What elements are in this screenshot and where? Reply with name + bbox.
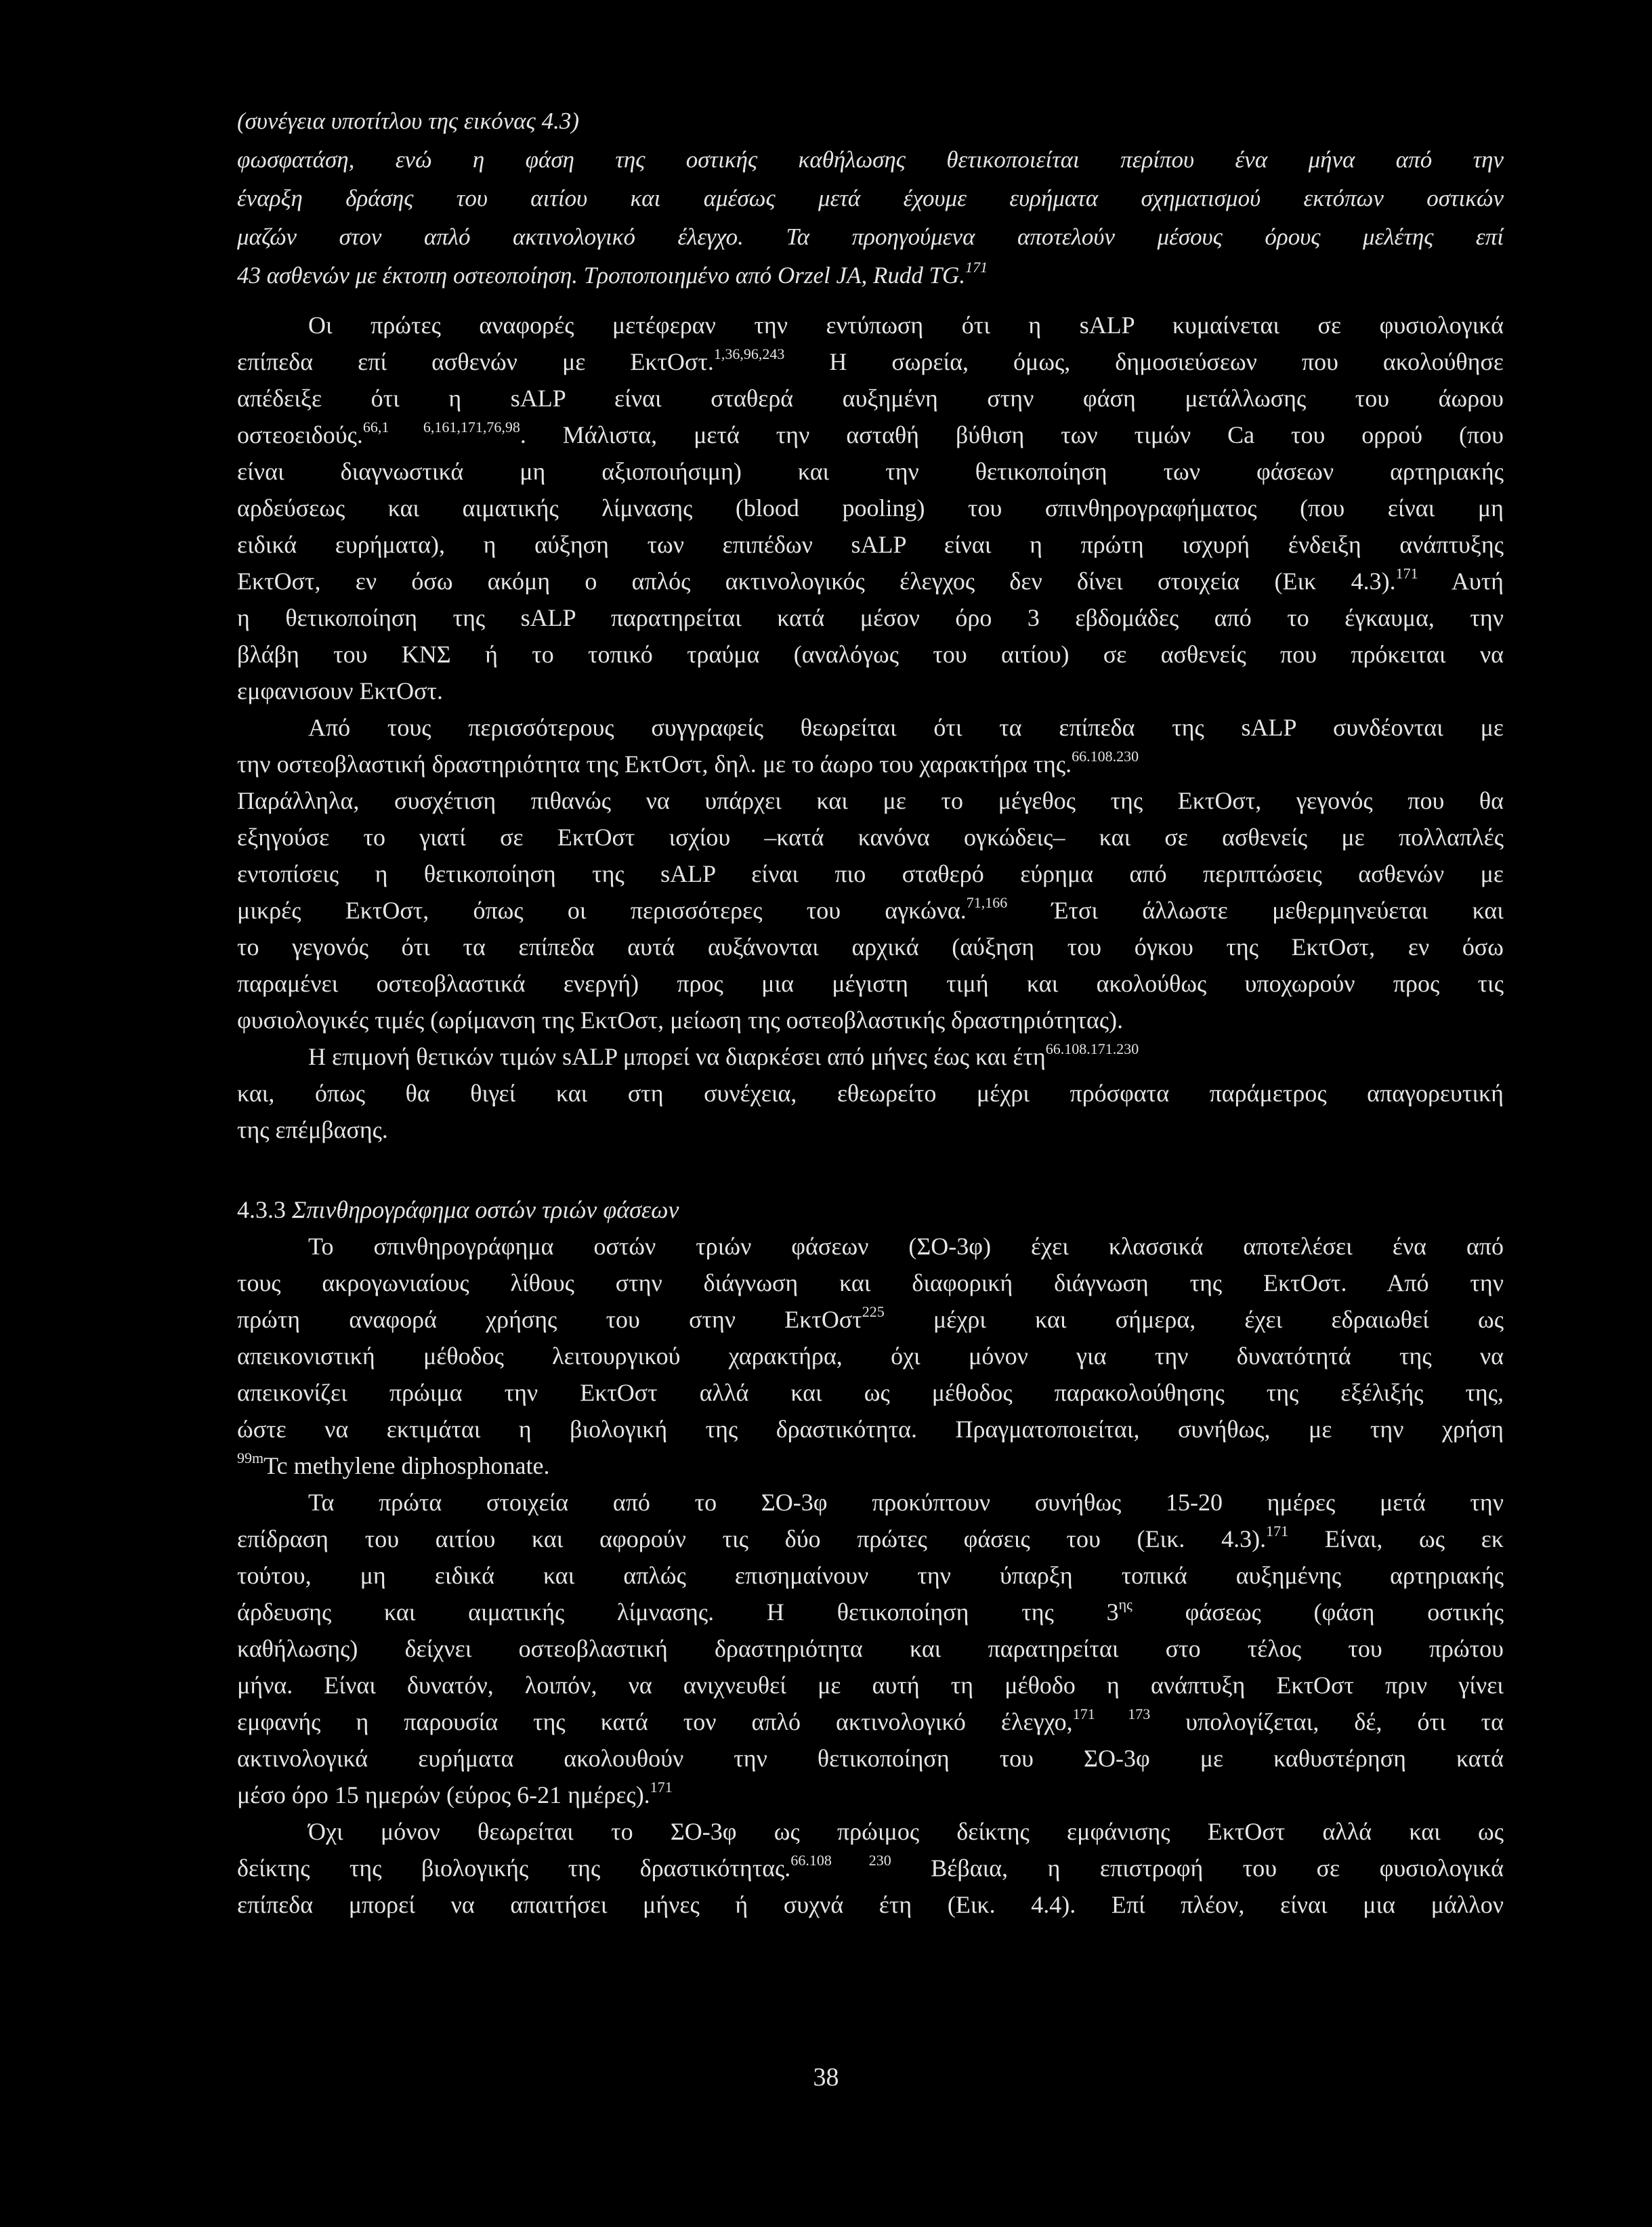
text-span: ΕκτΟστ, εν όσω ακόμη ο απλός ακτινολογικός έλεγχος δεν δίνει στοιχεία (Εικ 4.3). xyxy=(237,568,1396,595)
section-heading xyxy=(237,1191,1504,1228)
text-line: της επέμβασης. xyxy=(237,1116,388,1143)
citation: 171 xyxy=(965,259,988,276)
caption-line: (συνέγεια υποτίτλου της εικόνας 4.3) xyxy=(237,108,580,134)
text-line: Το σπινθηρογράφημα οστών τριών φάσεων (ΣΟ-3φ) έχει κλασσικά αποτελέσει ένα από xyxy=(308,1233,1504,1260)
figure-caption xyxy=(237,102,1504,295)
text-line xyxy=(237,746,1504,782)
text-line xyxy=(237,1703,1504,1740)
paragraph-osteoblastic-activity xyxy=(237,709,1504,1038)
text-line xyxy=(237,563,1504,599)
text-line: Τα πρώτα στοιχεία από το ΣΟ-3φ προκύπτουν συνήθως 15-20 ημέρες μετά την xyxy=(308,1489,1504,1516)
text-line xyxy=(237,1777,1504,1813)
text-span: . Μάλιστα, μετά την ασταθή βύθιση των τιμών Ca του ορρού (που xyxy=(520,421,1504,448)
text-line: αρδεύσεως και αιματικής λίμνασης (blood pooling) του σπινθηρογραφήματος (που είναι μη xyxy=(237,494,1504,522)
spacer xyxy=(237,1148,1504,1191)
text-line: απεικονίζει πρώιμα την ΕκτΟστ αλλά και ως μέθοδος παρακολούθησης της εξέλιξής της, xyxy=(237,1379,1504,1406)
caption-line: μαζών στον απλό ακτινολογικό έλεγχο. Τα προηγούμενα αποτελούν μέσους όρους μελέτης επί xyxy=(237,224,1504,250)
text-line: τους ακρογωνιαίους λίθους στην διάγνωση και διαφορική διάγνωση της ΕκτΟστ. Από την xyxy=(237,1269,1504,1296)
text-line: τούτου, μη ειδικά και απλώς επισημαίνουν την ύπαρξη τοπικά αυξημένης αρτηριακής xyxy=(237,1562,1504,1589)
citation: 171 xyxy=(1395,565,1418,582)
text-span: Η επιμονή θετικών τιμών sALP μπορεί να διαρκέσει από μήνες έως και έτη xyxy=(308,1043,1046,1070)
page-body xyxy=(237,102,1504,1923)
paragraph-persistence xyxy=(237,1038,1504,1148)
text-line: η θετικοποίηση της sALP παρατηρείται κατά μέσον όρο 3 εβδομάδες από το έγκαυμα, την xyxy=(237,604,1504,631)
citation: 225 xyxy=(862,1303,885,1320)
paragraph-bone-scan-intro xyxy=(237,1228,1504,1484)
citation: 171 xyxy=(650,1779,673,1796)
citation: 66.108 230 xyxy=(790,1852,891,1869)
citation: 66,1 6,161,171,76,98 xyxy=(362,419,520,436)
text-span: εμφανής η παρουσία της κατά τον απλό ακτινολογικό έλεγχο, xyxy=(237,1708,1073,1735)
paragraph-biological-activity xyxy=(237,1813,1504,1923)
text-line xyxy=(237,892,1504,929)
paragraph-bone-scan-findings xyxy=(237,1484,1504,1813)
text-span: Η σωρεία, όμως, δημοσιεύσεων που ακολούθησε xyxy=(784,348,1504,375)
citation: 66.108.230 xyxy=(1072,748,1139,765)
text-line: μήνα. Είναι δυνατόν, λοιπόν, να ανιχνευθεί με αυτή τη μέθοδο η ανάπτυξη ΕκτΟστ πριν γίνει xyxy=(237,1672,1504,1699)
text-span: επίπεδα επί ασθενών με ΕκτΟστ. xyxy=(237,348,714,375)
text-line: Από τους περισσότερους συγγραφείς θεωρείται ότι τα επίπεδα της sALP συνδέονται με xyxy=(308,714,1504,741)
text-line: ειδικά ευρήματα), η αύξηση των επιπέδων sALP είναι η πρώτη ισχυρή ένδειξη ανάπτυξης xyxy=(237,531,1504,558)
text-span: μέσο όρο 15 ημερών (εύρος 6-21 ημέρες). xyxy=(237,1781,650,1808)
text-line xyxy=(237,1038,1504,1075)
caption-line xyxy=(237,256,1504,295)
text-line: Όχι μόνον θεωρείται το ΣΟ-3φ ως πρώιμος δείκτης εμφάνισης ΕκτΟστ αλλά και ως xyxy=(308,1818,1504,1845)
text-span: οστεοειδούς. xyxy=(237,421,363,448)
ordinal-superscript: ης xyxy=(1118,1596,1132,1613)
text-line xyxy=(237,343,1504,380)
text-span: επίδραση του αιτίου και αφορούν τις δύο πρώτες φάσεις του (Εικ. 4.3). xyxy=(237,1525,1267,1552)
text-span: Tc methylene diphosphonate. xyxy=(263,1452,550,1479)
text-line: βλάβη του ΚΝΣ ή το τοπικό τραύμα (αναλόγως του αιτίου) σε ασθενείς που πρόκειται να xyxy=(237,641,1504,668)
caption-text: 43 ασθενών με έκτοπη οστεοποίηση. Τροποποιημένο από Orzel JA, Rudd TG. xyxy=(237,262,966,289)
text-line xyxy=(237,417,1504,453)
text-line: Παράλληλα, συσχέτιση πιθανώς να υπάρχει και με το μέγεθος της ΕκτΟστ, γεγονός που θα xyxy=(237,787,1504,814)
citation: 171 173 xyxy=(1072,1705,1151,1722)
text-line: εξηγούσε το γιατί σε ΕκτΟστ ισχίου –κατά κανόνα ογκώδεις– και σε ασθενείς με πολλαπλές xyxy=(237,824,1504,851)
text-line: Οι πρώτες αναφορές μετέφεραν την εντύπωση ότι η sALP κυμαίνεται σε φυσιολογικά xyxy=(308,312,1504,339)
citation: 66.108.171.230 xyxy=(1045,1040,1139,1057)
text-span: Έτσι άλλωστε μεθερμηνεύεται και xyxy=(1007,897,1504,924)
text-span: υπολογίζεται, δέ, ότι τα xyxy=(1150,1708,1504,1735)
citation: 171 xyxy=(1266,1523,1289,1540)
text-span: μικρές ΕκτΟστ, όπως οι περισσότερες του αγκώνα. xyxy=(237,897,967,924)
text-line: απεικονιστική μέθοδος λειτουργικού χαρακτήρα, όχι μόνον για την δυνατότητά της να xyxy=(237,1342,1504,1370)
text-line: εντοπίσεις η θετικοποίηση της sALP είναι πιο σταθερό εύρημα από περιπτώσεις ασθενών με xyxy=(237,860,1504,887)
text-line: και, όπως θα θιγεί και στη συνέχεια, εθεωρείτο μέχρι πρόσφατα παράμετρος απαγορευτική xyxy=(237,1080,1504,1107)
text-span: άρδευσης και αιματικής λίμνασης. Η θετικοποίηση της 3 xyxy=(237,1598,1119,1626)
citation: 1,36,96,243 xyxy=(713,345,785,362)
text-line: απέδειξε ότι η sALP είναι σταθερά αυξημένη στην φάση μετάλλωσης του άωρου xyxy=(237,385,1504,412)
caption-line: έναρξη δράσης του αιτίου και αμέσως μετά έχουμε ευρήματα σχηματισμού εκτόπων οστικών xyxy=(237,185,1504,211)
text-line: εμφανισουν ΕκτΟστ. xyxy=(237,677,443,704)
text-line xyxy=(237,1594,1504,1630)
text-line: είναι διαγνωστικά μη αξιοποιήσιμη) και την θετικοποίηση των φάσεων αρτηριακής xyxy=(237,458,1504,485)
text-span: πρώτη αναφορά χρήσης του στην ΕκτΟστ xyxy=(237,1306,862,1333)
text-line xyxy=(237,1521,1504,1557)
text-line: ακτινολογικά ευρήματα ακολουθούν την θετικοποίηση του ΣΟ-3φ με καθυστέρηση κατά xyxy=(237,1745,1504,1772)
text-line: φυσιολογικές τιμές (ωρίμανση της ΕκτΟστ, μείωση της οστεοβλαστικής δραστηριότητας). xyxy=(237,1006,1124,1034)
text-line: καθήλωσης) δείχνει οστεοβλαστική δραστηριότητα και παρατηρείται στο τέλος του πρώτου xyxy=(237,1635,1504,1662)
text-line: ώστε να εκτιμάται η βιολογική της δραστικότητα. Πραγματοποιείται, συνήθως, με την χρήση xyxy=(237,1416,1504,1443)
page-number: 38 xyxy=(813,2063,839,2092)
text-line: το γεγονός ότι τα επίπεδα αυτά αυξάνονται αρχικά (αύξηση του όγκου της ΕκτΟστ, εν όσω xyxy=(237,933,1504,960)
text-span: μέχρι και σήμερα, έχει εδραιωθεί ως xyxy=(884,1306,1504,1333)
text-line xyxy=(237,1850,1504,1886)
paragraph-salp-levels xyxy=(237,307,1504,709)
text-span: δείκτης της βιολογικής της δραστικότητας. xyxy=(237,1854,791,1882)
text-line: επίπεδα μπορεί να απαιτήσει μήνες ή συχνά έτη (Εικ. 4.4). Επί πλέον, είναι μια μάλλον xyxy=(237,1891,1504,1918)
isotope-superscript: 99m xyxy=(237,1449,264,1466)
text-span: Αυτή xyxy=(1418,568,1504,595)
text-span: την οστεοβλαστική δραστηριότητα της ΕκτΟστ, δηλ. με το άωρο του χαρακτήρα της. xyxy=(237,750,1072,778)
text-line xyxy=(237,1301,1504,1338)
section-number: 4.3.3 xyxy=(237,1196,286,1223)
text-line: παραμένει οστεοβλαστικά ενεργή) προς μια μέγιστη τιμή και ακολούθως υποχωρούν προς τις xyxy=(237,970,1504,997)
citation: 71,166 xyxy=(966,894,1008,911)
text-span: Βέβαια, η επιστροφή του σε φυσιολογικά xyxy=(891,1854,1504,1882)
text-line xyxy=(237,1447,1504,1484)
caption-line: φωσφατάση, ενώ η φάση της οστικής καθήλωσης θετικοποιείται περίπου ένα μήνα από την xyxy=(237,146,1504,173)
section-title: Σπινθηρογράφημα οστών τριών φάσεων xyxy=(292,1196,679,1223)
text-span: Είναι, ως εκ xyxy=(1288,1525,1504,1552)
text-span: φάσεως (φάση οστικής xyxy=(1132,1598,1504,1626)
